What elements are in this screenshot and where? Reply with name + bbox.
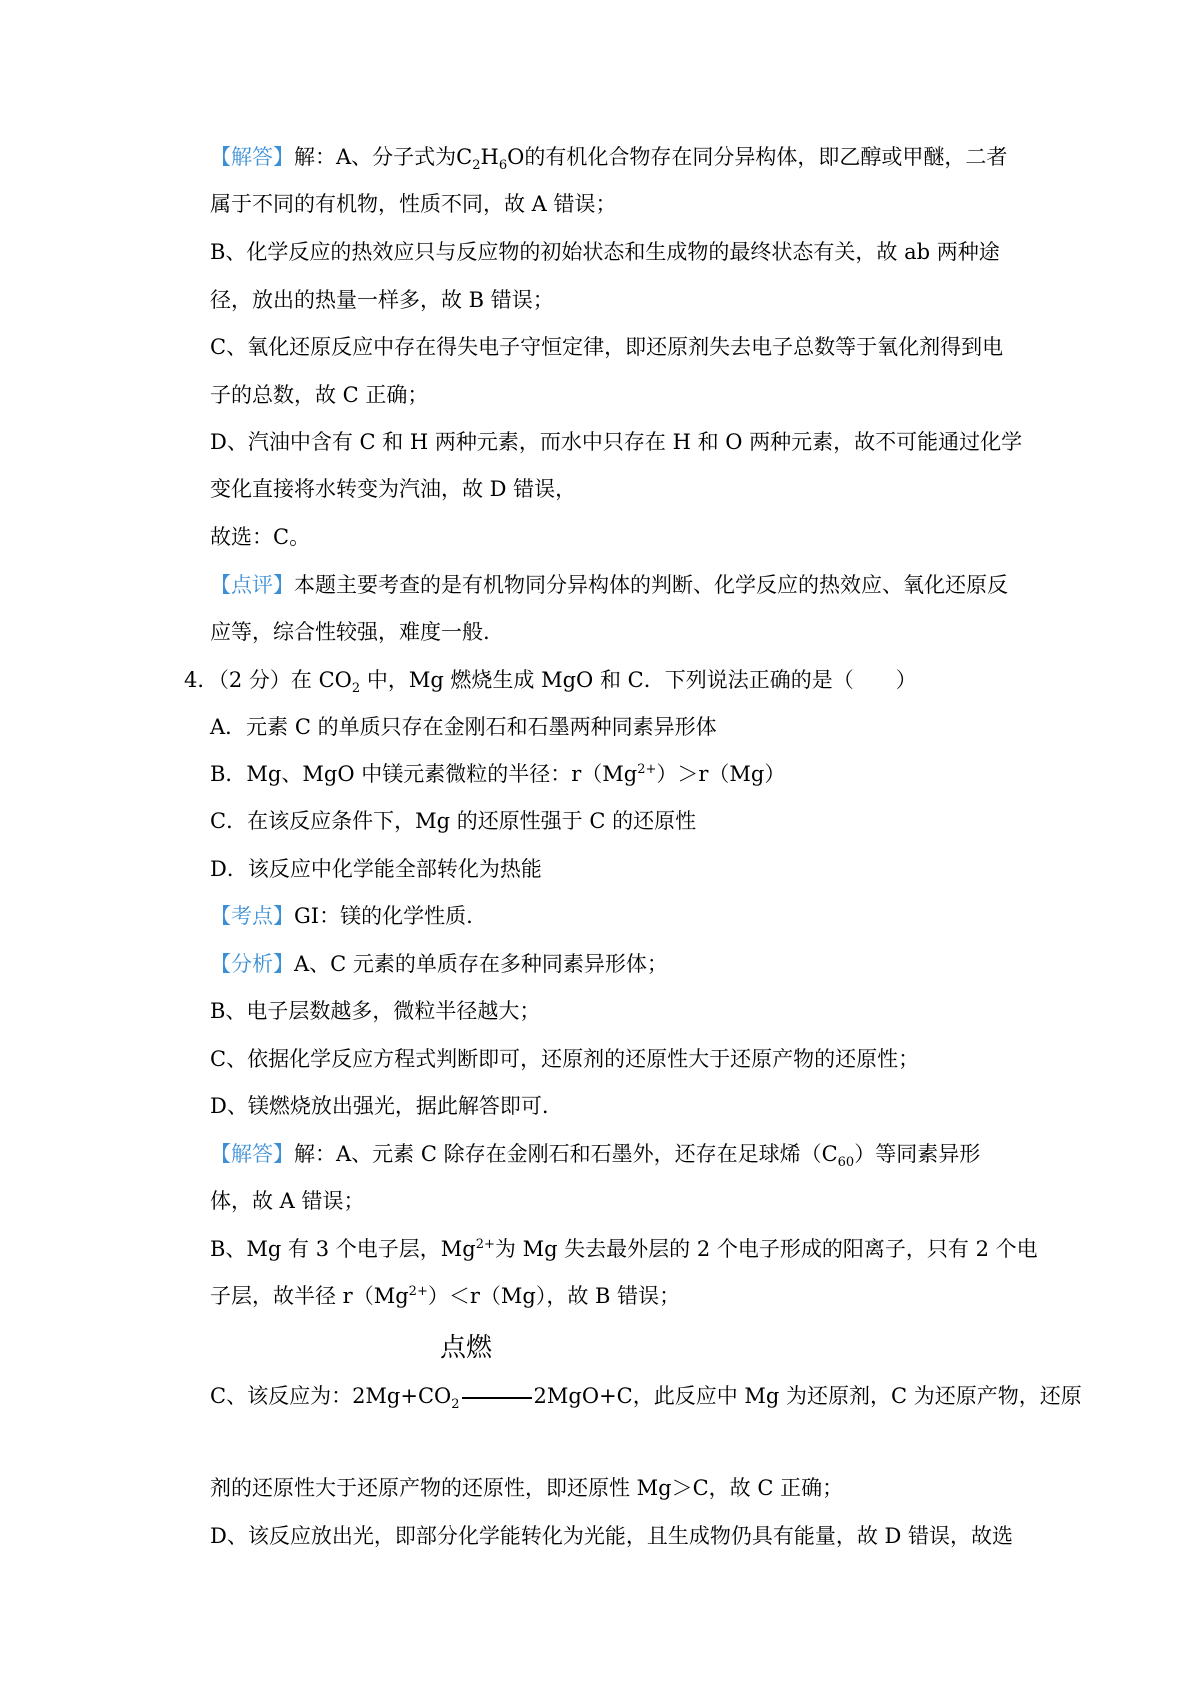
answer-line-9: 故选：C。 xyxy=(210,525,311,549)
option-a: A．元素 C 的单质只存在金刚石和石墨两种同素异形体 xyxy=(210,715,717,739)
answer-tag: 【解答】 xyxy=(210,145,294,169)
reaction-condition: 点燃 xyxy=(440,1333,493,1363)
question-4-stem: 4．（2 分）在 $CO_2$ 中，Mg 燃烧生成 MgO 和 C．下列说法正确的是（ ） xyxy=(184,668,917,697)
comment-line-1: 【点评】本题主要考查的是有机物同分异构体的判断、化学反应的热效应、氧化还原反 xyxy=(210,573,1008,597)
option-c: C．在该反应条件下，Mg 的还原性强于 C 的还原性 xyxy=(210,809,697,833)
solution-line-6: 剂的还原性大于还原产物的还原性，即还原性 Mg＞C，故 C 正确； xyxy=(210,1476,844,1500)
option-d: D．该反应中化学能全部转化为热能 xyxy=(210,857,542,881)
answer-line-8: 变化直接将水转变为汽油，故 D 错误， xyxy=(210,477,577,501)
answer-line-5: C、氧化还原反应中存在得失电子守恒定律，即还原剂失去电子总数等于氧化剂得到电 xyxy=(210,335,1004,359)
answer-line-6: 子的总数，故 C 正确； xyxy=(210,383,429,407)
analysis-line-2: B、电子层数越多，微粒半径越大； xyxy=(210,999,541,1023)
analysis-line-1: 【分析】A、C 元素的单质存在多种同素异形体； xyxy=(210,952,668,976)
answer-line-3: B、化学反应的热效应只与反应物的初始状态和生成物的最终状态有关，故 ab 两种途 xyxy=(210,240,1000,264)
reaction-equation-line: C、该反应为：$2Mg+CO_2$ 2MgO+C，此反应中 Mg 为还原剂，C 为还原产物，还原 xyxy=(210,1384,1082,1413)
option-b: B．Mg、MgO 中镁元素微粒的半径：$r(Mg^{2+})>r(Mg)$ xyxy=(210,762,786,786)
formula-c2h6o: $C_2H_6O$ xyxy=(456,145,525,174)
point-line: 【考点】GI：镁的化学性质. xyxy=(210,904,473,928)
solution-line-3: B、Mg 有 3 个电子层，$Mg^{2+}$为 Mg 失去最外层的 2 个电子形成的阳离子，只有 2 个电 xyxy=(210,1237,1038,1261)
analysis-line-4: D、镁燃烧放出强光，据此解答即可. xyxy=(210,1094,549,1118)
answer-line-1: 【解答】解：A、分子式为$C_2H_6O$的有机化合物存在同分异构体，即乙醇或甲醚，二者 xyxy=(210,145,1008,174)
solution-line-2: 体，故 A 错误； xyxy=(210,1189,365,1213)
analysis-line-3: C、依据化学反应方程式判断即可，还原剂的还原性大于还原产物的还原性； xyxy=(210,1047,920,1071)
analysis-tag: 【分析】 xyxy=(210,952,294,976)
solution-line-1: 【解答】解：A、元素 C 除存在金刚石和石墨外，还存在足球烯$(C_{60})$等同素异形 xyxy=(210,1142,981,1171)
reaction-arrow xyxy=(462,1397,532,1399)
point-tag: 【考点】 xyxy=(210,904,294,928)
solution-line-4: 子层，故半径 $r(Mg^{2+})<r(Mg)$，故 B 错误； xyxy=(210,1284,681,1308)
answer-line-4: 径，放出的热量一样多，故 B 错误； xyxy=(210,288,554,312)
solution-line-7: D、该反应放出光，即部分化学能转化为光能，且生成物仍具有能量，故 D 错误，故选 xyxy=(210,1524,1014,1548)
comment-tag: 【点评】 xyxy=(210,573,294,597)
answer-line-7: D、汽油中含有 C 和 H 两种元素，而水中只存在 H 和 O 两种元素，故不可能通过化学 xyxy=(210,430,1023,454)
answer-line-2: 属于不同的有机物，性质不同，故 A 错误； xyxy=(210,192,617,216)
comment-line-2: 应等，综合性较强，难度一般. xyxy=(210,620,490,644)
answer-tag-2: 【解答】 xyxy=(210,1142,294,1166)
